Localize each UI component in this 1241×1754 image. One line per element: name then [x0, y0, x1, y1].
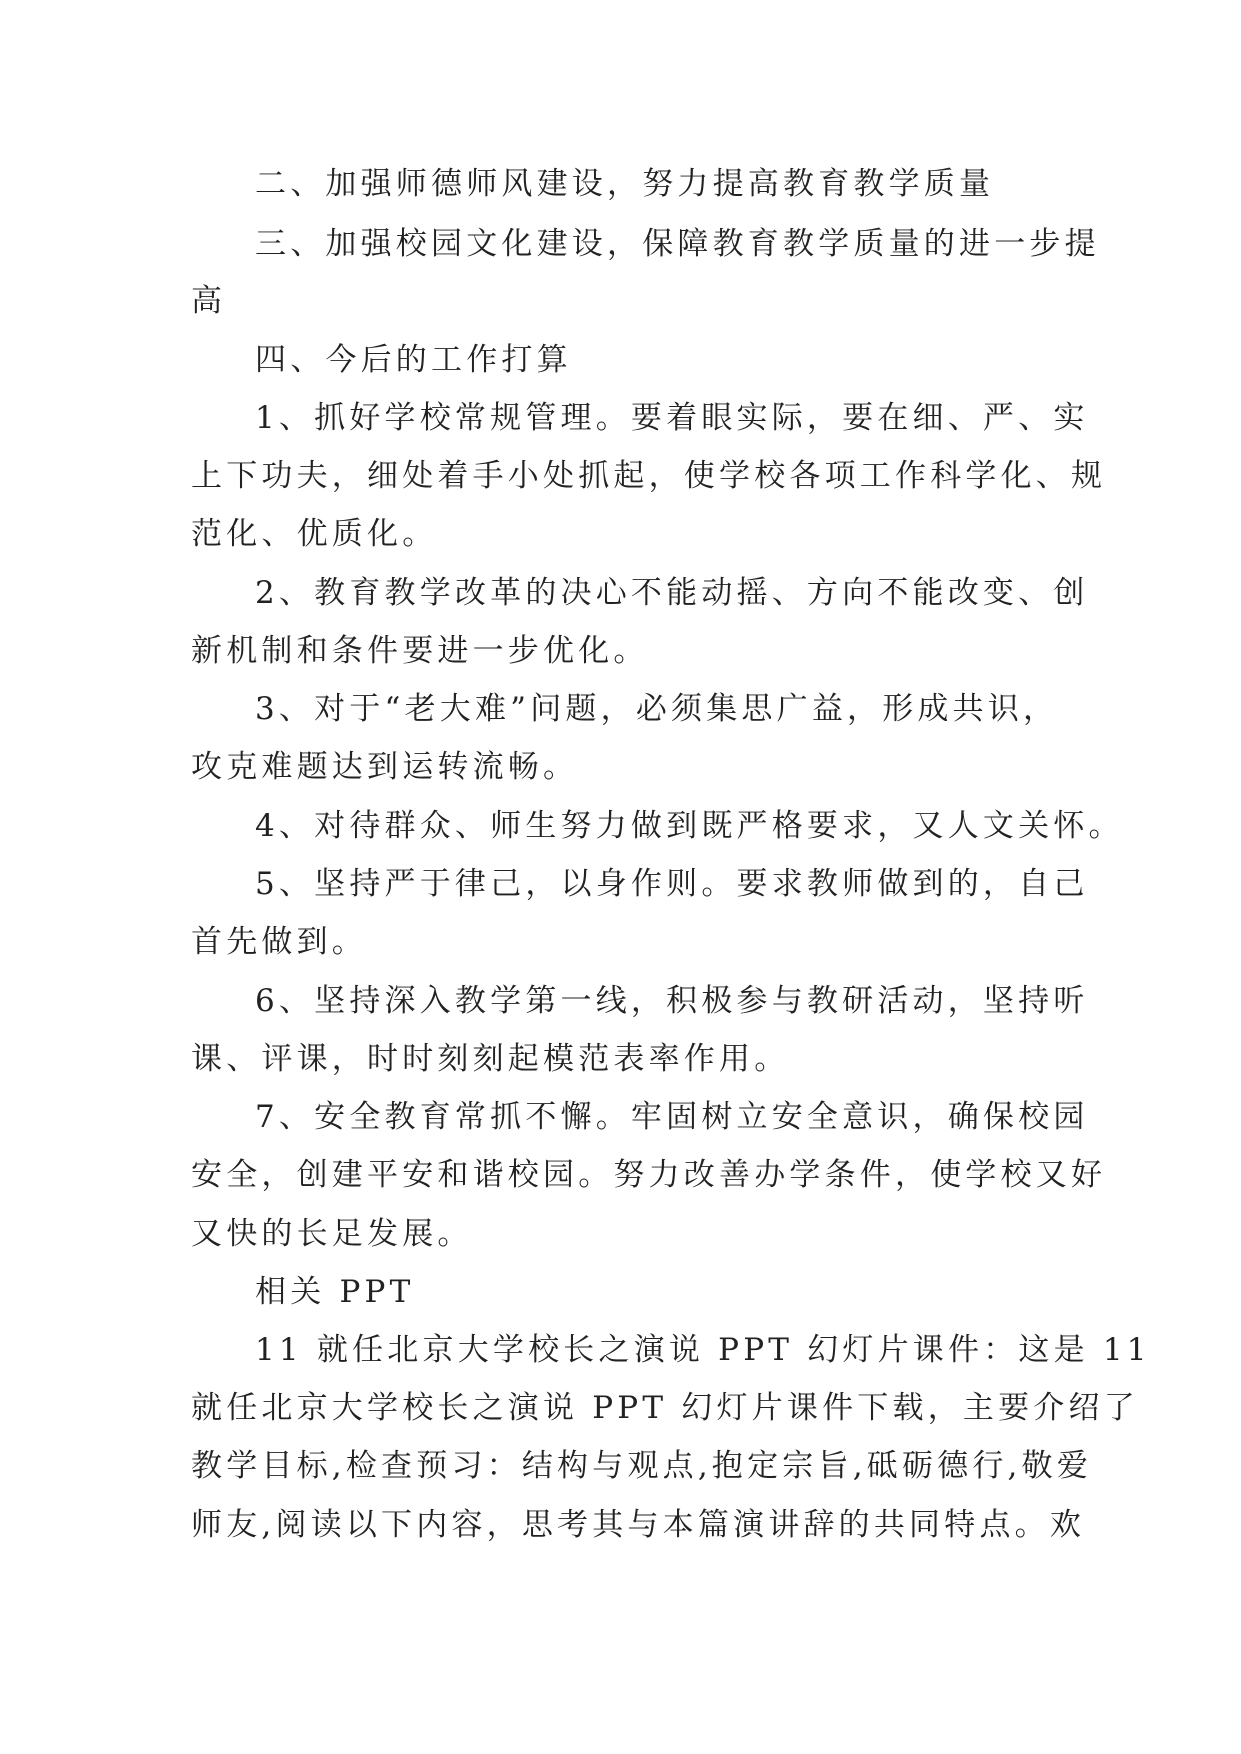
plan-item-2-cont: 新机制和条件要进一步优化。	[191, 633, 649, 669]
related-ppt-description-cont: 教学目标,检查预习：结构与观点,抱定宗旨,砥砺德行,敬爱	[191, 1448, 1093, 1484]
section-heading-3: 三、加强校园文化建设，保障教育教学质量的进一步提	[255, 226, 1100, 262]
plan-item-7-cont: 安全，创建平安和谐校园。努力改善办学条件，使学校又好	[191, 1157, 1107, 1193]
section-heading-3-cont: 高	[191, 283, 227, 319]
plan-item-1-cont: 上下功夫，细处着手小处抓起，使学校各项工作科学化、规	[191, 458, 1107, 494]
plan-item-5-cont: 首先做到。	[191, 924, 367, 960]
plan-item-7: 7、安全教育常抓不懈。牢固树立安全意识，确保校园	[255, 1099, 1089, 1135]
plan-item-5: 5、坚持严于律己，以身作则。要求教师做到的，自己	[255, 866, 1089, 902]
related-ppt-description: 11 就任北京大学校长之演说 PPT 幻灯片课件：这是 11	[255, 1332, 1151, 1368]
plan-item-3: 3、对于“老大难”问题，必须集思广益，形成共识，	[255, 691, 1059, 727]
section-heading-4: 四、今后的工作打算	[255, 342, 572, 378]
plan-item-3-cont: 攻克难题达到运转流畅。	[191, 749, 579, 785]
related-ppt-description-cont: 师友,阅读以下内容，思考其与本篇演讲辞的共同特点。欢	[191, 1507, 1086, 1543]
plan-item-6: 6、坚持深入教学第一线，积极参与教研活动，坚持听	[255, 983, 1089, 1019]
related-ppt-heading: 相关 PPT	[255, 1274, 415, 1310]
plan-item-4: 4、对待群众、师生努力做到既严格要求，又人文关怀。	[255, 808, 1124, 844]
plan-item-1-cont: 范化、优质化。	[191, 516, 438, 552]
plan-item-6-cont: 课、评课，时时刻刻起模范表率作用。	[191, 1041, 790, 1077]
plan-item-7-cont: 又快的长足发展。	[191, 1216, 473, 1252]
plan-item-2: 2、教育教学改革的决心不能动摇、方向不能改变、创	[255, 575, 1089, 611]
related-ppt-description-cont: 就任北京大学校长之演说 PPT 幻灯片课件下载，主要介绍了	[191, 1390, 1139, 1426]
plan-item-1: 1、抓好学校常规管理。要着眼实际，要在细、严、实	[255, 400, 1089, 436]
section-heading-2: 二、加强师德师风建设，努力提高教育教学质量	[255, 166, 995, 202]
